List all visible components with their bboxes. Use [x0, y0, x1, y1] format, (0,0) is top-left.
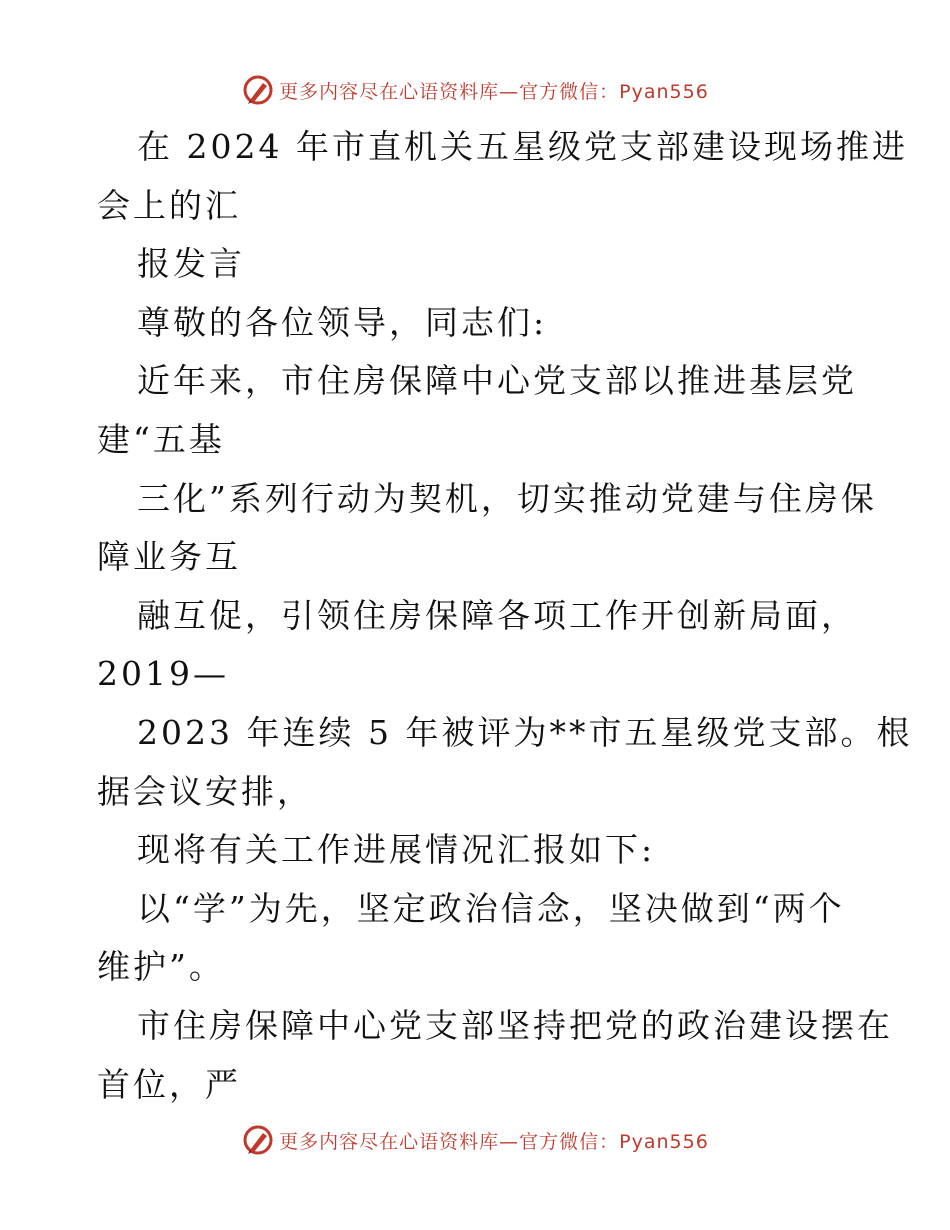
text-line: 近年来，市住房保障中心党支部以推进基层党: [137, 361, 857, 401]
footer-watermark: [0, 1120, 950, 1160]
text-line: 报发言: [137, 244, 245, 284]
text-line: 市住房保障中心党支部坚持把党的政治建设摆在: [137, 1005, 893, 1045]
text-line: 建“五基: [97, 419, 225, 459]
text-line: 融互促，引领住房保障各项工作开创新局面，: [137, 595, 857, 635]
header-watermark: [0, 70, 950, 110]
watermark-text: 更多内容尽在心语资料库—官方微信：Pyan556: [279, 80, 709, 103]
document-body: [97, 118, 913, 1114]
text-line: 据会议安排，: [97, 771, 313, 811]
text-line: 以“学”为先，坚定政治信念，坚决做到“两个: [137, 888, 845, 928]
text-line: 尊敬的各位领导，同志们:: [137, 302, 548, 342]
text-line: 首位，严: [97, 1064, 241, 1104]
text-line: 三化”系列行动为契机，切实推动党建与住房保: [137, 478, 877, 518]
text-line: 2019—: [97, 654, 229, 694]
text-line: 维护”。: [97, 947, 225, 987]
pen-logo-icon: [241, 1123, 275, 1157]
text-line: 现将有关工作进展情况汇报如下:: [137, 830, 656, 870]
pen-logo-icon: [241, 73, 275, 107]
text-line: 会上的汇: [97, 185, 241, 225]
watermark-text: 更多内容尽在心语资料库—官方微信：Pyan556: [279, 1130, 709, 1153]
text-line: 在 2024 年市直机关五星级党支部建设现场推进: [137, 127, 908, 166]
text-line: 障业务互: [97, 537, 241, 577]
text-line: 2023 年连续 5 年被评为**市五星级党支部。根: [137, 712, 913, 752]
